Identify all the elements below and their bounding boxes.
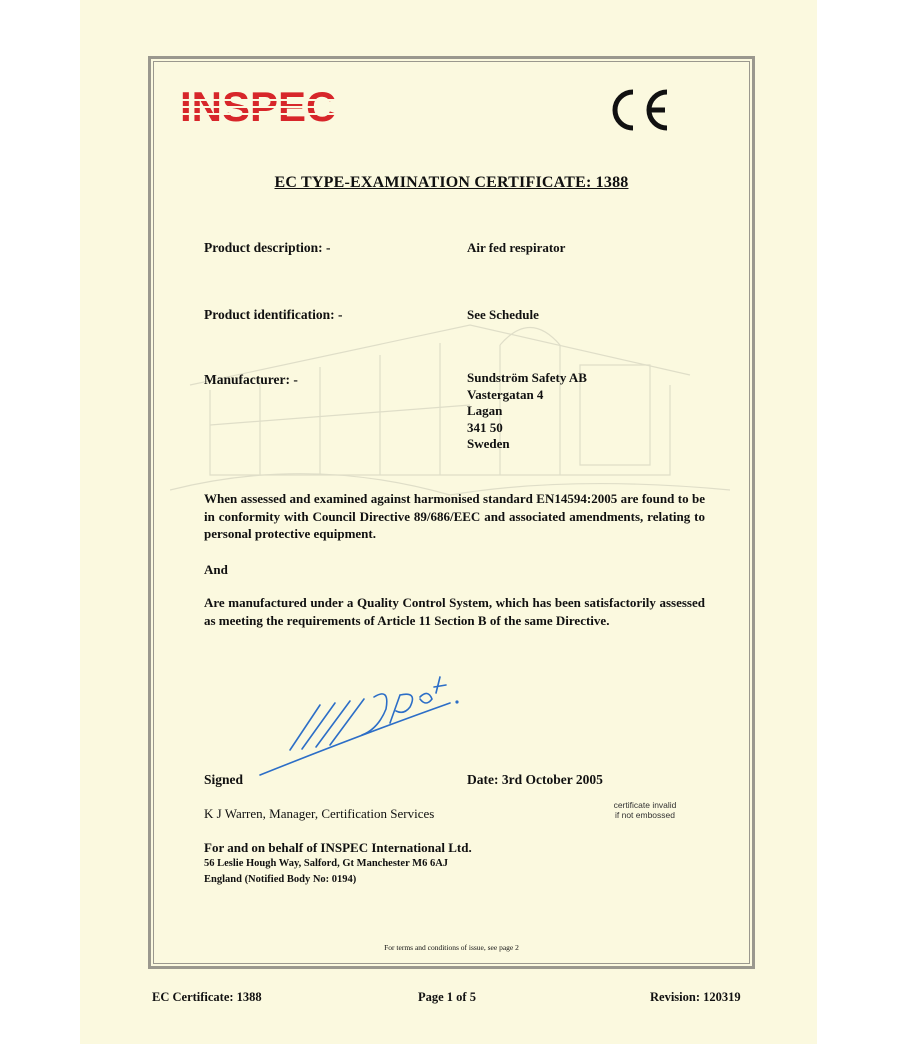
address-line: Sweden: [467, 436, 510, 451]
emboss-note: certificate invalid if not embossed: [613, 800, 677, 820]
date-label: Date: 3rd October 2005: [467, 772, 603, 787]
manufacturer-address: [467, 370, 587, 453]
issuer-line-2: 56 Leslie Hough Way, Salford, Gt Manchester M6 6AJ: [204, 858, 449, 869]
quality-paragraph: Are manufactured under a Quality Control System, which has been satisfactorily assessed as meeting the requirements of Article 11 Section B of the same Directive.: [204, 595, 705, 628]
issuer-line-1: For and on behalf of INSPEC International Ltd.: [204, 840, 472, 855]
product-description-label: Product description: -: [204, 240, 331, 255]
signed-label: Signed: [204, 772, 244, 787]
product-identification-label: Product identification: -: [204, 307, 343, 322]
building-watermark: [170, 305, 730, 505]
address-line: Lagan: [467, 403, 503, 418]
footer-page-number: Page 1 of 5: [418, 990, 476, 1004]
product-identification-value: See Schedule: [467, 307, 539, 322]
footer-revision: Revision: 120319: [650, 990, 741, 1004]
and-paragraph: And: [204, 562, 228, 577]
certificate-title: EC TYPE-EXAMINATION CERTIFICATE: 1388: [274, 174, 629, 191]
assessment-paragraph: When assessed and examined against harmonised standard EN14594:2005 are found to be in conformity with Council Directive 89/686/EEC and associated amendments, relating to personal protective equipment.: [204, 491, 705, 541]
manufacturer-label: Manufacturer: -: [204, 372, 298, 387]
signatory-name: K J Warren, Manager, Certification Services: [204, 806, 435, 821]
address-line: 341 50: [467, 419, 503, 435]
product-description-value: Air fed respirator: [467, 240, 566, 255]
ce-mark-icon: [605, 86, 675, 134]
issuer-line-3: England (Notified Body No: 0194): [204, 874, 357, 885]
handwritten-signature: [250, 665, 470, 785]
terms-note: For terms and conditions of issue, see page 2: [384, 943, 519, 952]
address-line: Sundström Safety AB: [467, 370, 587, 385]
address-line: Vastergatan 4: [467, 386, 544, 402]
inspec-logo: [180, 85, 385, 129]
footer-certificate-number: EC Certificate: 1388: [152, 990, 262, 1004]
